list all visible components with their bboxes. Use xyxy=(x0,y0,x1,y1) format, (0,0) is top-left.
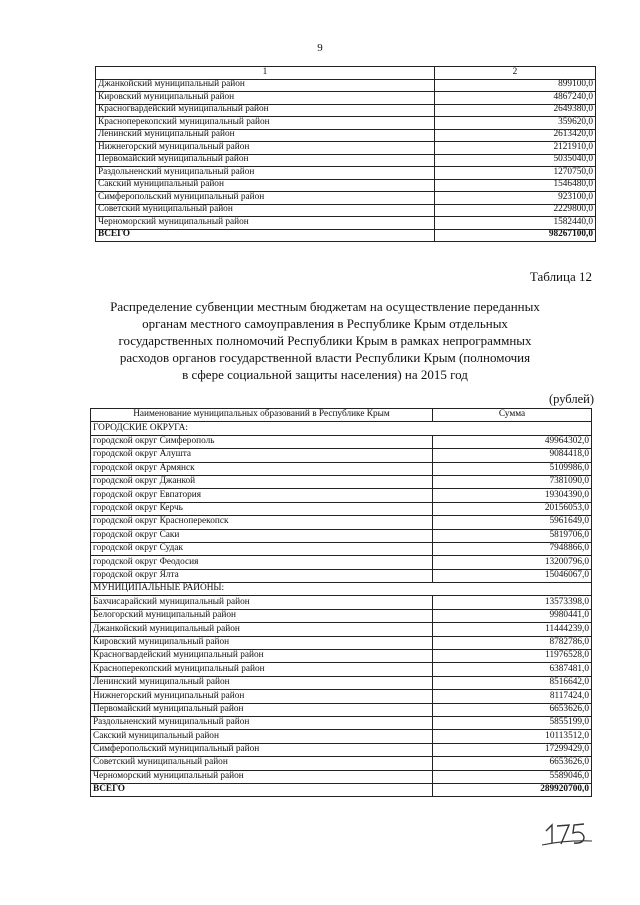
table-row xyxy=(91,730,592,743)
table-row xyxy=(91,757,592,770)
row-value: 5035040,0 xyxy=(435,154,596,167)
row-name: городской округ Феодосия xyxy=(91,556,433,569)
table-row xyxy=(91,435,592,448)
row-value: 5961649,0 xyxy=(433,516,592,529)
table-row xyxy=(91,636,592,649)
table-label: Таблица 12 xyxy=(529,269,592,284)
table-row xyxy=(96,92,596,105)
row-value: 8782786,0 xyxy=(433,636,592,649)
row-name: городской округ Алушта xyxy=(91,449,433,462)
subvention-table xyxy=(90,408,592,797)
table-row xyxy=(96,117,596,130)
section-header-city-districts: ГОРОДСКИЕ ОКРУГА: xyxy=(91,422,592,435)
row-value: 11976528,0 xyxy=(433,650,592,663)
row-name: городской округ Армянск xyxy=(91,462,433,475)
handwritten-page-number xyxy=(540,817,596,847)
row-value: 923100,0 xyxy=(435,192,596,205)
row-value: 9084418,0 xyxy=(433,449,592,462)
continued-table xyxy=(95,66,596,242)
row-name: Советский муниципальный район xyxy=(91,757,433,770)
row-value: 359620,0 xyxy=(435,117,596,130)
table-row xyxy=(91,556,592,569)
table-row xyxy=(91,502,592,515)
row-name: городской округ Джанкой xyxy=(91,475,433,488)
row-value: 13200796,0 xyxy=(433,556,592,569)
row-name: Кировский муниципальный район xyxy=(96,92,435,105)
row-value: 2649380,0 xyxy=(435,104,596,117)
table-row xyxy=(96,142,596,155)
total-label: ВСЕГО xyxy=(91,783,433,796)
table-row xyxy=(91,690,592,703)
row-value: 4867240,0 xyxy=(435,92,596,105)
row-value: 899100,0 xyxy=(435,79,596,92)
title-line: органам местного самоуправления в Республике Крым отдельных xyxy=(142,316,508,331)
row-value: 6653626,0 xyxy=(433,703,592,716)
row-name: Белогорский муниципальный район xyxy=(91,609,433,622)
row-name: городской округ Керчь xyxy=(91,502,433,515)
table-row xyxy=(96,129,596,142)
row-value: 2229800,0 xyxy=(435,204,596,217)
column-header: Наименование муниципальных образований в Республике Крым xyxy=(91,409,433,422)
row-name: Бахчисарайский муниципальный район xyxy=(91,596,433,609)
table-row xyxy=(91,489,592,502)
table-row xyxy=(91,663,592,676)
row-value: 1270750,0 xyxy=(435,167,596,180)
table-row xyxy=(96,154,596,167)
column-header: 1 xyxy=(96,67,435,80)
column-header: Сумма xyxy=(433,409,592,422)
row-value: 10113512,0 xyxy=(433,730,592,743)
row-value: 1546480,0 xyxy=(435,179,596,192)
row-value: 8117424,0 xyxy=(433,690,592,703)
table-row xyxy=(91,516,592,529)
table-row xyxy=(91,569,592,582)
row-name: городской округ Судак xyxy=(91,542,433,555)
total-value: 289920700,0 xyxy=(433,783,592,796)
page-number: 9 xyxy=(317,42,323,54)
table-row xyxy=(91,770,592,783)
row-name: городской округ Ялта xyxy=(91,569,433,582)
table-row xyxy=(91,676,592,689)
row-name: Красноперекопский муниципальный район xyxy=(91,663,433,676)
row-value: 11444239,0 xyxy=(433,623,592,636)
row-name: Ленинский муниципальный район xyxy=(96,129,435,142)
row-value: 2613420,0 xyxy=(435,129,596,142)
row-value: 15046067,0 xyxy=(433,569,592,582)
table-row xyxy=(96,192,596,205)
row-value: 7381090,0 xyxy=(433,475,592,488)
column-header: 2 xyxy=(435,67,596,80)
table-title xyxy=(80,298,570,383)
table-row xyxy=(96,217,596,230)
table-row xyxy=(91,650,592,663)
table-row xyxy=(91,596,592,609)
row-name: Симферопольский муниципальный район xyxy=(91,743,433,756)
row-value: 8516642,0 xyxy=(433,676,592,689)
title-line: в сфере социальной защиты населения) на 2015 год xyxy=(182,367,468,382)
row-name: Черноморский муниципальный район xyxy=(91,770,433,783)
table-row xyxy=(91,449,592,462)
row-name: Первомайский муниципальный район xyxy=(96,154,435,167)
row-value: 20156053,0 xyxy=(433,502,592,515)
row-name: Раздольненский муниципальный район xyxy=(96,167,435,180)
table-row xyxy=(96,167,596,180)
table-row xyxy=(96,79,596,92)
row-name: Красноперекопский муниципальный район xyxy=(96,117,435,130)
row-name: Черноморский муниципальный район xyxy=(96,217,435,230)
row-name: Симферопольский муниципальный район xyxy=(96,192,435,205)
section-header-municipal-districts: МУНИЦИПАЛЬНЫЕ РАЙОНЫ: xyxy=(91,583,592,596)
row-name: городской округ Симферополь xyxy=(91,435,433,448)
table-row xyxy=(91,703,592,716)
row-name: Раздольненский муниципальный район xyxy=(91,716,433,729)
row-name: Красногвардейский муниципальный район xyxy=(91,650,433,663)
table-row xyxy=(96,104,596,117)
table-header-row xyxy=(91,409,592,422)
row-name: Сакский муниципальный район xyxy=(96,179,435,192)
row-name: Нижнегорский муниципальный район xyxy=(96,142,435,155)
row-value: 9980441,0 xyxy=(433,609,592,622)
row-name: городской округ Евпатория xyxy=(91,489,433,502)
row-name: Кировский муниципальный район xyxy=(91,636,433,649)
table-row xyxy=(91,609,592,622)
title-line: государственных полномочий Республики Крым в рамках непрограммных xyxy=(118,333,532,348)
row-name: Джанкойский муниципальный район xyxy=(91,623,433,636)
section-row xyxy=(91,422,592,435)
row-name: Красногвардейский муниципальный район xyxy=(96,104,435,117)
row-value: 19304390,0 xyxy=(433,489,592,502)
row-value: 49964302,0 xyxy=(433,435,592,448)
row-name: Джанкойский муниципальный район xyxy=(96,79,435,92)
table-row xyxy=(91,743,592,756)
table-row xyxy=(91,623,592,636)
table-row xyxy=(91,529,592,542)
table-row xyxy=(91,475,592,488)
row-value: 17299429,0 xyxy=(433,743,592,756)
title-line: расходов органов государственной власти Республики Крым (полномочия xyxy=(119,350,531,365)
total-value: 98267100,0 xyxy=(435,229,596,242)
row-name: Первомайский муниципальный район xyxy=(91,703,433,716)
row-value: 2121910,0 xyxy=(435,142,596,155)
table-header-row xyxy=(96,67,596,80)
row-name: Сакский муниципальный район xyxy=(91,730,433,743)
row-value: 1582440,0 xyxy=(435,217,596,230)
table-row xyxy=(96,179,596,192)
total-row xyxy=(96,229,596,242)
row-value: 6387481,0 xyxy=(433,663,592,676)
row-name: городской округ Красноперекопск xyxy=(91,516,433,529)
table-row xyxy=(91,716,592,729)
section-row xyxy=(91,583,592,596)
title-line: Распределение субвенции местным бюджетам на осуществление переданных xyxy=(110,299,540,314)
row-value: 5109986,0 xyxy=(433,462,592,475)
row-value: 5589046,0 xyxy=(433,770,592,783)
total-label: ВСЕГО xyxy=(96,229,435,242)
row-name: Нижнегорский муниципальный район xyxy=(91,690,433,703)
table-row xyxy=(91,462,592,475)
total-row xyxy=(91,783,592,796)
table-row xyxy=(96,204,596,217)
row-name: Ленинский муниципальный район xyxy=(91,676,433,689)
row-name: Советский муниципальный район xyxy=(96,204,435,217)
row-value: 6653626,0 xyxy=(433,757,592,770)
units-label: (рублей) xyxy=(548,392,594,406)
row-value: 7948866,0 xyxy=(433,542,592,555)
row-value: 5855199,0 xyxy=(433,716,592,729)
table-row xyxy=(91,542,592,555)
row-name: городской округ Саки xyxy=(91,529,433,542)
row-value: 13573398,0 xyxy=(433,596,592,609)
row-value: 5819706,0 xyxy=(433,529,592,542)
